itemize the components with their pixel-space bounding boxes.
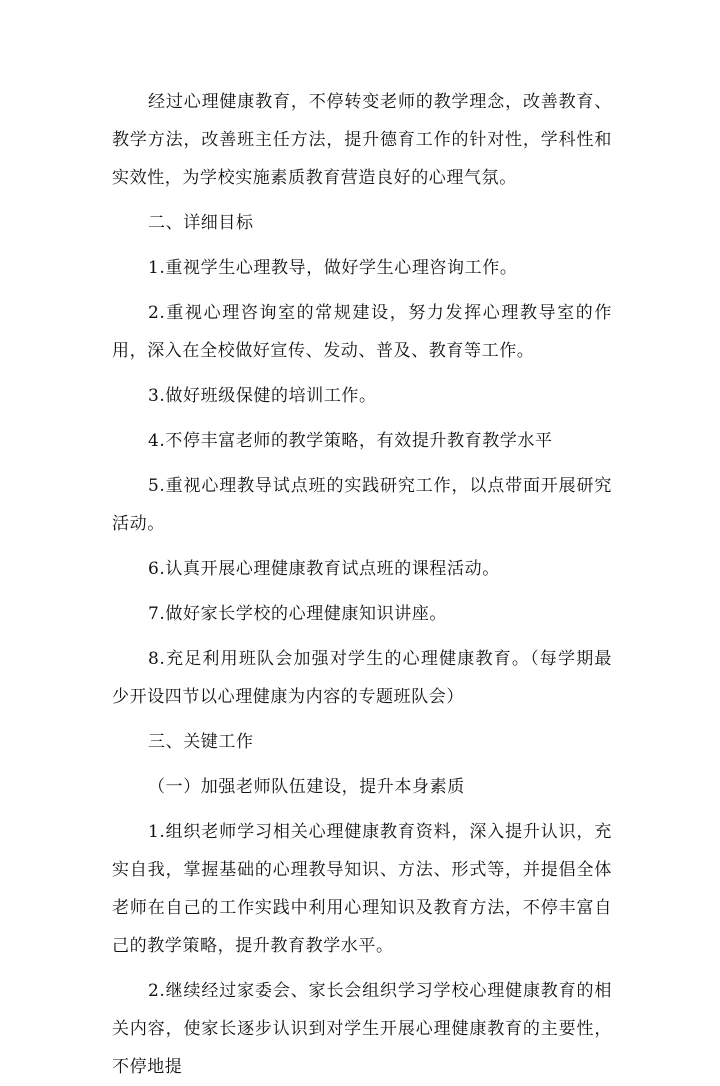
goal-item-3: 3.做好班级保健的培训工作。 bbox=[148, 386, 377, 406]
goal-item-2: 2.重视心理咨询室的常规建设，努力发挥心理教导室的作用，深入在全校做好宣传、发动、普及、教育等工作。 bbox=[112, 303, 612, 361]
key-work-item-2: 2.继续经过家委会、家长会组织学习学校心理健康教育的相关内容，使家长逐步认识到对学生开展心理健康教育的主要性，不停地提 bbox=[112, 981, 612, 1077]
paragraph-intro: 经过心理健康教育，不停转变老师的教学理念，改善教育、教学方法，改善班主任方法，提升德育工作的针对性，学科性和实效性，为学校实施素质教育营造良好的心理气氛。 bbox=[112, 92, 612, 188]
subsection-heading-teachers: （一）加强老师队伍建设，提升本身素质 bbox=[148, 777, 465, 797]
goal-item-8: 8.充足利用班队会加强对学生的心理健康教育。（每学期最少开设四节以心理健康为内容的专题班队会） bbox=[112, 649, 612, 707]
goal-item-7: 7.做好家长学校的心理健康知识讲座。 bbox=[148, 604, 448, 624]
key-work-item-1: 1.组织老师学习相关心理健康教育资料，深入提升认识，充实自我，掌握基础的心理教导知识、方法、形式等，并提倡全体老师在自己的工作实践中利用心理知识及教育方法，不停丰富自己的教学策略，提升教育教学水平。 bbox=[112, 822, 612, 956]
section-heading-goals: 二、详细目标 bbox=[148, 213, 254, 233]
goal-item-1: 1.重视学生心理教导，做好学生心理咨询工作。 bbox=[148, 258, 518, 278]
goal-item-6: 6.认真开展心理健康教育试点班的课程活动。 bbox=[148, 559, 500, 579]
section-heading-key-work: 三、关键工作 bbox=[148, 732, 254, 752]
goal-item-5: 5.重视心理教导试点班的实践研究工作，以点带面开展研究活动。 bbox=[112, 476, 612, 534]
goal-item-4: 4.不停丰富老师的教学策略，有效提升教育教学水平 bbox=[148, 431, 553, 451]
document-body bbox=[112, 83, 612, 1086]
